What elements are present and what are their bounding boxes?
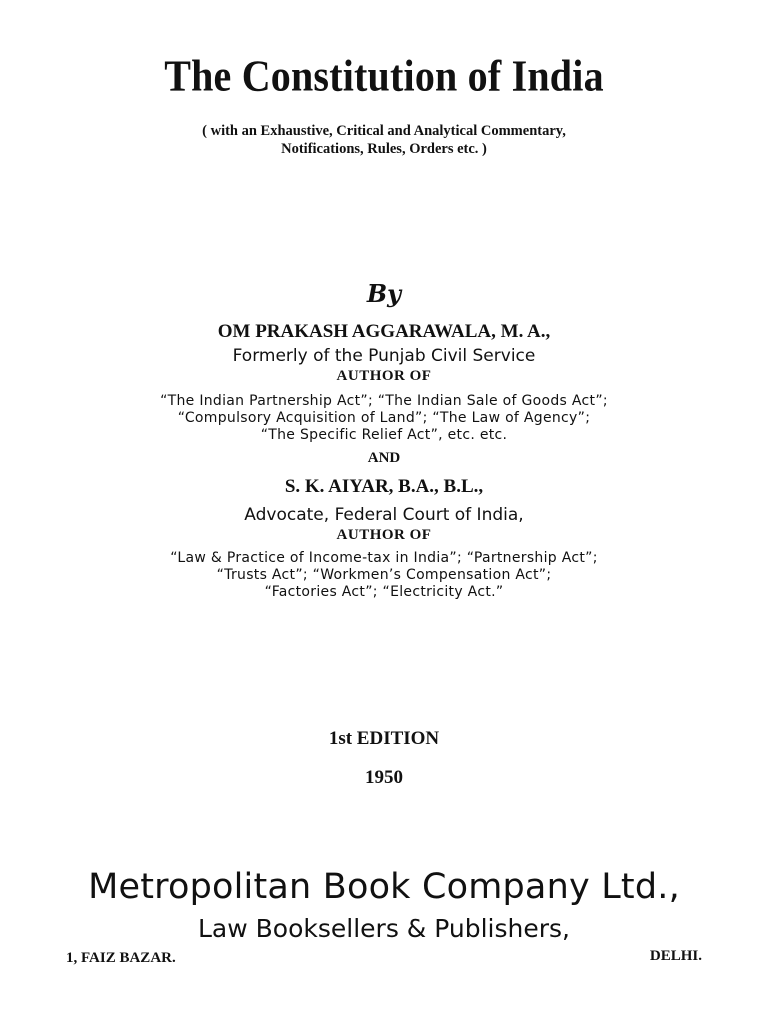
subtitle-line-1: ( with an Exhaustive, Critical and Analytical Commentary, [202,123,566,139]
edition-label: 1st EDITION [328,728,440,749]
author-1-role: Formerly of the Punjab Civil Service [232,346,536,366]
subtitle-line-2: Notifications, Rules, Orders etc. ) [281,141,487,157]
author-1-author-of: AUTHOR OF [336,368,432,384]
author-1-works-line: “The Specific Relief Act”, etc. etc. [260,427,508,443]
author-1-works-line: “The Indian Partnership Act”; “The Indian Sale of Goods Act”; [160,393,608,409]
book-title: The Constitution of India [164,50,604,101]
publisher-city: DELHI. [649,948,702,964]
edition-year: 1950 [365,767,403,788]
author-2-works-line: “Trusts Act”; “Workmen’s Compensation Act”; [216,567,552,583]
author-2-works-line: “Law & Practice of Income-tax in India”; “Partnership Act”; [170,550,598,566]
and-separator: AND [367,450,401,466]
by-label: By [366,279,402,308]
publisher-address: 1, FAIZ BAZAR. [66,950,176,966]
author-2-works-line: “Factories Act”; “Electricity Act.” [264,584,504,600]
publisher-tagline: Law Booksellers & Publishers, [198,914,570,943]
author-1-name: OM PRAKASH AGGARAWALA, M. A., [217,321,551,342]
author-1-works-line: “Compulsory Acquisition of Land”; “The Law of Agency”; [177,410,591,426]
author-2-name: S. K. AIYAR, B.A., B.L., [284,476,484,497]
author-2-author-of: AUTHOR OF [336,527,432,543]
publisher-name: Metropolitan Book Company Ltd., [88,867,680,907]
author-2-role: Advocate, Federal Court of India, [244,505,524,525]
